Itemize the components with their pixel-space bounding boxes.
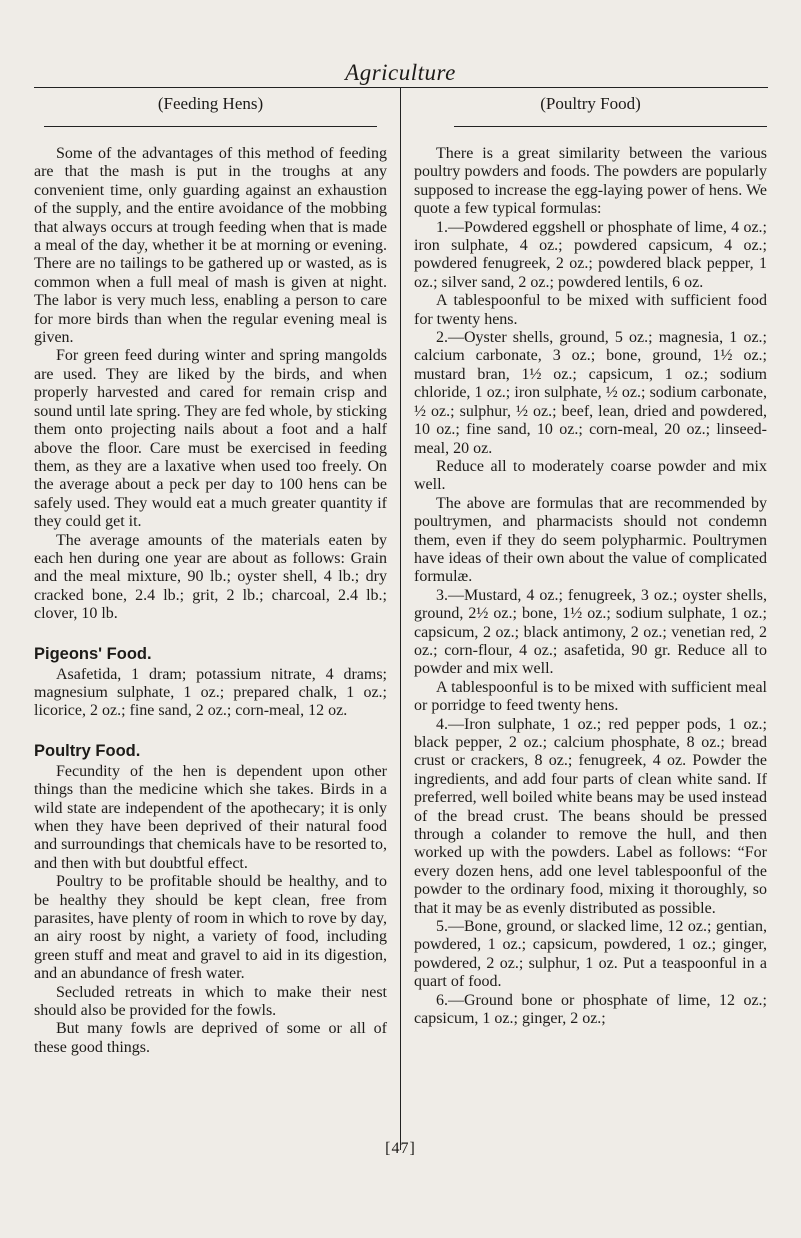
running-head: Agriculture: [345, 60, 456, 85]
formula-1: 1.—Powdered eggshell or phosphate of lime, 4 oz.; iron sulphate, 4 oz.; powdered capsicum, 4 oz.; powdered fenugreek, 2 oz.; powdered black pepper, 1 oz.; silver sand, 2 oz.; powdered lentils, 6 oz.: [414, 218, 767, 291]
paragraph: A tablespoonful to be mixed with sufficient food for twenty hens.: [414, 292, 767, 328]
formula-3: 3.—Mustard, 4 oz.; fenugreek, 3 oz.; oyster shells, ground, 2½ oz.; bone, 1½ oz.; sodium sulphate, 1 oz.; capsicum, 2 oz.; black antimony, 2 oz.; venetian red, 2 oz.; corn-flour, 4 oz.; asafetida, 90 gr. Reduce all to powder and mix well.: [414, 586, 767, 678]
section-heading-pigeons-food: Pigeons' Food.: [34, 644, 152, 663]
section-heading-poultry-food: Poultry Food.: [34, 741, 141, 760]
formula-5: 5.—Bone, ground, or slacked lime, 12 oz.; gentian, powdered, 1 oz.; capsicum, powdered, 1 oz.; ginger, powdered, 2 oz.; sulphur, 1 oz. Put a teaspoonful in a quart of food.: [414, 918, 767, 991]
formula-2: 2.—Oyster shells, ground, 5 oz.; magnesia, 1 oz.; calcium carbonate, 3 oz.; bone, ground, 1½ oz.; mustard bran, 1½ oz.; capsicum, 1 oz.; sodium chloride, 1 oz.; iron sulphate, ½ oz.; sodium carbonate, ½ oz.; sulphur, ½ oz.; beef, lean, dried and powdered, 10 oz.; fine sand, 10 oz.; corn-meal, 20 oz.; linseed-meal, 20 oz.: [414, 329, 767, 457]
paragraph: Some of the advantages of this method of feeding are that the mash is put in the troughs at any convenient time, only guarding against an exhaustion of the supply, and the entire avoidance of the mobbing that always occurs at trough feeding when that is made a meal of the day, whether it be at morning or evening. There are no tailings to be gathered up or wasted, as is common when a full meal of mash is given at night. The labor is very much less, enabling a person to care for more birds than when the regular evening meal is given.: [34, 145, 387, 347]
left-column-heading: (Feeding Hens): [157, 94, 264, 113]
right-heading-rule: [454, 126, 767, 127]
header-rule: [34, 87, 768, 88]
paragraph: Reduce all to moderately coarse powder and mix well.: [414, 457, 767, 494]
paragraph: Asafetida, 1 dram; potassium nitrate, 4 drams; magnesium sulphate, 1 oz.; prepared chalk, 1 oz.; licorice, 2 oz.; fine sand, 2 oz.; corn-meal, 12 oz.: [34, 665, 387, 720]
paragraph: Fecundity of the hen is dependent upon other things than the medicine which she takes. Birds in a wild state are independent of the apothecary; it is only when they have been deprived of their natural food and surroundings that chemicals have to be resorted to, and then with but doubtful effect.: [34, 762, 387, 872]
formula-6: 6.—Ground bone or phosphate of lime, 12 oz.; capsicum, 1 oz.; ginger, 2 oz.;: [414, 991, 767, 1028]
paragraph: The average amounts of the materials eaten by each hen during one year are about as follows: Grain and the meal mixture, 90 lb.; oyster shell, 4 lb.; dry cracked bone, 2.4 lb.; grit, 2 lb.; charcoal, 2.4 lb.; clover, 10 lb.: [34, 531, 387, 623]
paragraph: But many fowls are deprived of some or all of these good things.: [34, 1020, 387, 1056]
page-number: [47]: [385, 1140, 416, 1157]
right-column: [414, 92, 767, 1029]
right-column-heading: (Poultry Food): [540, 94, 641, 113]
left-column: [34, 92, 387, 1057]
paragraph: The above are formulas that are recommended by poultrymen, and pharmacists should not condemn them, even if they do seem polypharmic. Poultrymen have ideas of their own about the value of complicated formulæ.: [414, 494, 767, 586]
paragraph: Poultry to be profitable should be healthy, and to be healthy they should be kept clean, free from parasites, have plenty of room in which to rove by day, an airy roost by night, a variety of food, including green stuff and meat and gravel to aid in its digestion, and an abundance of fresh water.: [34, 873, 387, 983]
paragraph: There is a great similarity between the various poultry powders and foods. The powders are popularly supposed to increase the egg-laying power of hens. We quote a few typical formulas:: [414, 145, 767, 218]
paragraph: Secluded retreats in which to make their nest should also be provided for the fowls.: [34, 983, 387, 1020]
paragraph: A tablespoonful is to be mixed with sufficient meal or porridge to feed twenty hens.: [414, 678, 767, 715]
left-heading-rule: [44, 126, 377, 127]
column-divider: [400, 88, 401, 1150]
formula-4: 4.—Iron sulphate, 1 oz.; red pepper pods, 1 oz.; black pepper, 2 oz.; calcium phosphate, 8 oz.; bread crust or crackers, 8 oz.; fenugreek, 4 oz. Powder the ingredients, and add four parts of clean white sand. If preferred, well boiled white beans may be used instead of the bread crust. The beans should be pressed through a colander to remove the hull, and then worked up with the powders. Label as follows: “For every dozen hens, add one level tablespoonful of the powder to the ordinary food, mixing it thoroughly, so that it may be as evenly distributed as possible.: [414, 715, 767, 917]
paragraph: For green feed during winter and spring mangolds are used. They are liked by the birds, and when properly harvested and cared for remain crisp and sound until late spring. They are fed whole, by sticking them onto projecting nails about a foot and a half above the floor. Care must be exercised in feeding them, as they are a laxative when used too freely. On the average about a peck per day to 100 hens can be safely used. They would eat a much greater quantity if they could get it.: [34, 347, 387, 531]
